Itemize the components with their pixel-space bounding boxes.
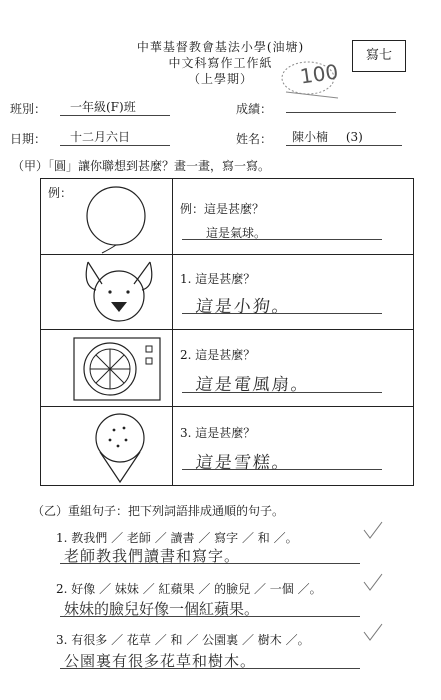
class-value: 一年級(F)班 [60,98,170,116]
part1-instruction: （甲）「圓」讓你聯想到甚麼？畫一畫，寫一寫。 [12,159,271,173]
answer-line [60,668,360,669]
student-number: (3) [345,130,363,144]
sentence-answer-3: 公園裏有很多花草和樹木。 [64,652,257,670]
question-1: 1. 這是甚麼？ [180,272,256,286]
answer-1: 這是小狗。 [194,297,292,317]
fan-drawing [70,334,166,406]
worksheet-code-badge [352,40,406,72]
answer-line [182,239,382,240]
sentence-answer-1: 老師教我們讀書和寫字。 [64,547,241,565]
sentence-answer-2: 妹妹的臉兒好像一個紅蘋果。 [64,600,260,618]
name-value: 陳小楠 [292,130,329,144]
answer-line [182,392,382,393]
check-marks [360,520,390,670]
grade-line [286,112,396,113]
sentence-prompt-2: 2. 好像 ／ 妹妹 ／ 紅蘋果 ／ 的臉兒 ／ 一個 ／。 [56,582,322,596]
dog-drawing [74,256,164,328]
class-label: 班別： [10,102,47,116]
example-label: 例： [48,186,73,200]
worksheet-title: 中文科寫作工作紙 [168,56,273,70]
answer-line [182,469,382,470]
question-2: 2. 這是甚麼？ [180,348,256,362]
example-question: 例：這是甚麼？ [180,202,265,216]
example-answer: 這是氣球。 [206,226,267,240]
answer-3: 這是雪糕。 [194,453,292,473]
table-row-divider [40,406,414,407]
ice-cream-drawing [80,410,160,486]
balloon-drawing [80,184,160,256]
answer-line [60,563,360,564]
table-divider [172,178,173,485]
table-row-divider [40,329,414,330]
answer-line [182,313,382,314]
date-label: 日期： [10,132,47,146]
answer-line [60,616,360,617]
part2-instruction: （乙）重組句子：把下列詞語排成通順的句子。 [32,504,285,518]
grade-label: 成績： [236,102,273,116]
name-label: 姓名： [236,132,273,146]
date-value: 十二月六日 [60,128,170,146]
question-3: 3. 這是甚麼？ [180,426,256,440]
school-name: 中華基督教會基法小學(油塘) [136,40,305,54]
term-label: （上學期） [187,72,253,86]
answer-2: 這是電風扇。 [194,375,311,395]
worksheet-code: 寫七 [365,48,392,63]
score-value: 100 [298,59,340,89]
name-field [286,128,402,146]
sentence-prompt-3: 3. 有很多 ／ 花草 ／ 和 ／ 公園裏 ／ 樹木 ／。 [56,633,310,647]
sentence-prompt-1: 1. 教我們 ／ 老師 ／ 讀書 ／ 寫字 ／ 和 ／。 [56,531,298,545]
